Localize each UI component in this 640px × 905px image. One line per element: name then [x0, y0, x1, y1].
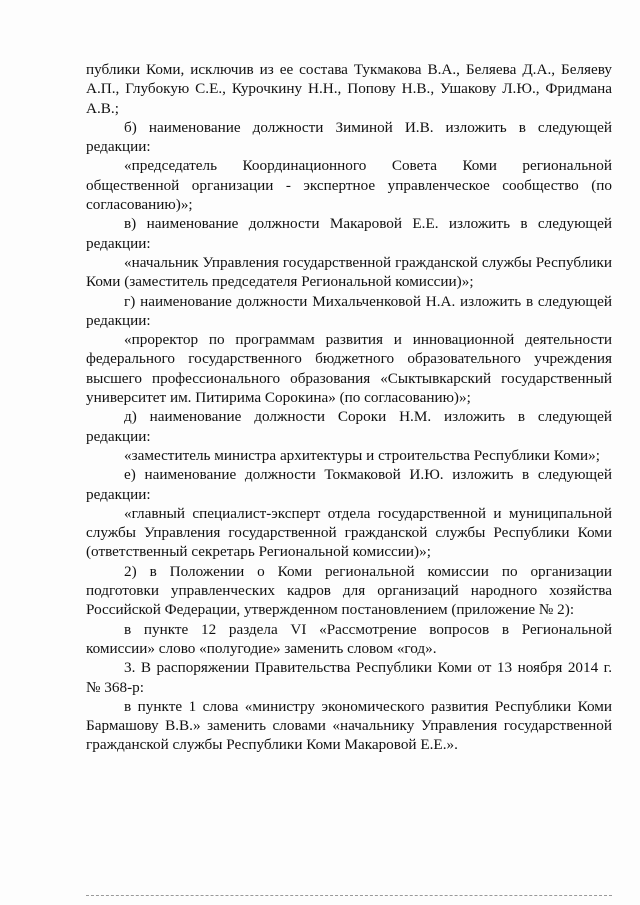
paragraph-12: 2) в Положении о Коми региональной комиссии по организации подготовки управленческих кадров для организаций народного хозяйства Российской Федерации, утвержденном постановлением (приложение № 2):	[86, 562, 612, 619]
paragraph-3: «председатель Координационного Совета Коми региональной общественной организации - экспертное управленческое сообщество (по согласованию)»;	[86, 157, 612, 214]
paragraph-15: в пункте 1 слова «министру экономического развития Республики Коми Бармашову В.В.» заменить словами «начальнику Управления государственной гражданской службы Республики Коми Макаровой Е.Е.».	[86, 697, 612, 754]
paragraph-10: е) наименование должности Токмаковой И.Ю. изложить в следующей редакции:	[86, 466, 612, 503]
document-body	[86, 60, 612, 755]
paragraph-1: публики Коми, исключив из ее состава Тукмакова В.А., Беляева Д.А., Беляеву А.П., Глубокую С.Е., Курочкину Н.Н., Попову Н.В., Ушакову Л.Ю., Фридмана А.В.;	[86, 61, 612, 117]
paragraph-2: б) наименование должности Зиминой И.В. изложить в следующей редакции:	[86, 118, 612, 156]
paragraph-5: «начальник Управления государственной гражданской службы Республики Коми (заместитель председателя Региональной комиссии)»;	[86, 253, 612, 291]
paragraph-8: д) наименование должности Сороки Н.М. изложить в следующей редакции:	[86, 408, 612, 445]
paragraph-11: «главный специалист-эксперт отдела государственной и муниципальной службы Управления государственной гражданской службы Республики Коми (ответственный секретарь Региональной комиссии)»;	[86, 504, 612, 561]
paragraph-14: 3. В распоряжении Правительства Республики Коми от 13 ноября 2014 г. № 368-р:	[86, 659, 612, 696]
paragraph-4: в) наименование должности Макаровой Е.Е. изложить в следующей редакции:	[86, 215, 612, 252]
paragraph-9: «заместитель министра архитектуры и строительства Республики Коми»;	[124, 446, 600, 464]
paragraph-7: «проректор по программам развития и инновационной деятельности федерального государственного бюджетного образовательного учреждения высшего профессионального образования «Сыктывкарский государственный университет им. Питирима Сорокина» (по согласованию)»;	[86, 331, 612, 407]
paragraph-13: в пункте 12 раздела VI «Рассмотрение вопросов в Региональной комиссии» слово «полугодие» заменить словом «год».	[86, 620, 612, 657]
paragraph-6: г) наименование должности Михальченковой Н.А. изложить в следующей редакции:	[86, 292, 612, 329]
bottom-rule	[86, 895, 612, 896]
